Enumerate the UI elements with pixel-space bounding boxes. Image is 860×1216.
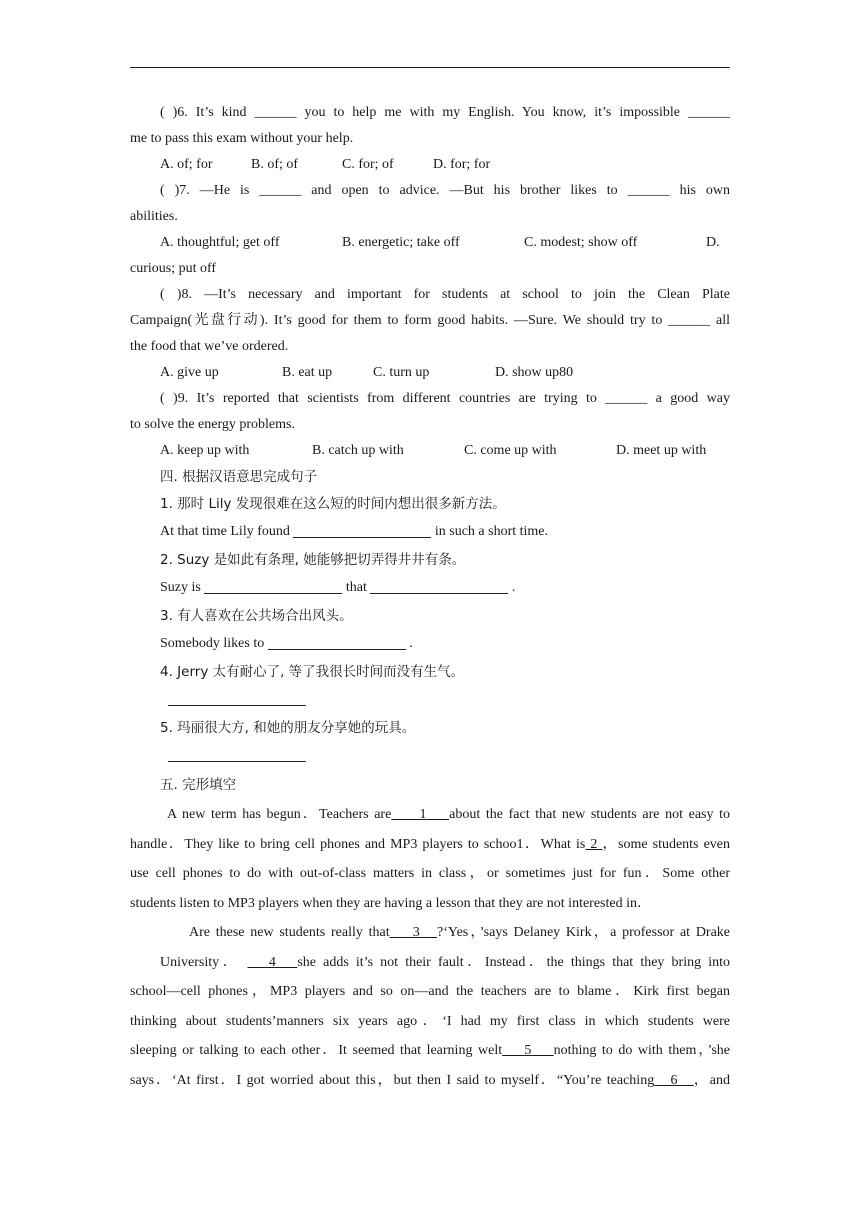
q7-line2: abilities.	[130, 209, 178, 224]
answer-blank[interactable]	[168, 746, 306, 762]
q9-line1: ( )9. It’s reported that scientists from different countries are trying to ______ a good way	[160, 391, 730, 406]
section5-title: 五. 完形填空	[160, 777, 237, 793]
answer-blank[interactable]	[370, 578, 508, 594]
q9-option-a: A. keep up with	[160, 443, 250, 458]
s4-item4-cn: 4. Jerry 太有耐心了, 等了我很长时间而没有生气。	[160, 664, 465, 680]
q8-options	[130, 360, 730, 386]
answer-blank[interactable]	[268, 634, 406, 650]
q6-option-b: B. of; of	[251, 157, 299, 172]
s4-item1-cn: 1. 那时 Lily 发现很难在这么短的时间内想出很多新方法。	[160, 496, 506, 512]
passage-p2-line2: University． 4 she adds it’s not their fault．Instead．the things that they bring into	[160, 954, 731, 970]
q7-option-d: D.	[706, 235, 720, 250]
q7-options	[130, 230, 730, 256]
blank-1[interactable]: 1	[419, 807, 427, 822]
s4-item3-en: Somebody likes to .	[160, 636, 413, 651]
worksheet-content	[130, 100, 730, 1095]
q6-option-d: D. for; for	[433, 157, 491, 172]
q9-line2: to solve the energy problems.	[130, 417, 295, 432]
blank-4[interactable]: 4	[268, 954, 276, 970]
q8-option-b: B. eat up	[282, 365, 333, 380]
q9-option-d: D. meet up with	[616, 443, 707, 458]
q6-line1: ( )6. It’s kind ______ you to help me with my English. You know, it’s impossible ______	[160, 105, 730, 120]
answer-blank[interactable]	[204, 578, 342, 594]
q7-option-c: C. modest; show off	[524, 235, 638, 250]
passage-p2-line5: sleeping or talking to each other．It seemed that learning welt 5 nothing to do with them，’she	[130, 1043, 731, 1058]
q8-line3: the food that we’ve ordered.	[130, 339, 289, 354]
blank-5[interactable]: 5	[524, 1043, 532, 1058]
q6-option-a: A. of; for	[160, 157, 213, 172]
passage-p2-line3: school—cell phones，MP3 players and so on—and the teachers are to blame．Kirk first began	[130, 984, 730, 999]
blank-6[interactable]: 6	[670, 1072, 678, 1088]
cloze-passage	[130, 800, 730, 1095]
passage-p2-line6: says．‘At first．I got worried about this，but then I said to myself．“You’re teaching 6 ，and	[130, 1072, 731, 1088]
blank-2[interactable]: 2	[590, 836, 598, 852]
blank-3[interactable]: 3	[412, 925, 420, 940]
s4-item5-cn: 5. 玛丽很大方, 和她的朋友分享她的玩具。	[160, 720, 416, 736]
passage-p2-line1: Are these new students really that 3 ?‘Yes，’says Delaney Kirk，a professor at Drake	[189, 925, 731, 940]
q8-option-d: D. show up80	[495, 365, 574, 380]
q7-option-d-cont: curious; put off	[130, 261, 217, 276]
passage-p1-line1: A new term has begun．Teachers are 1 about the fact that new students are not easy to	[167, 807, 731, 822]
s4-item3-cn: 3. 有人喜欢在公共场合出风头。	[160, 608, 353, 624]
q8-line1: ( )8. —It’s necessary and important for students at school to join the Clean Plate	[160, 287, 730, 302]
q6-line2: me to pass this exam without your help.	[130, 131, 354, 146]
q8-line2: Campaign(光盘行动). It’s good for them to form good habits. —Sure. We should try to ______ all	[130, 313, 730, 328]
s4-item2-cn: 2. Suzy 是如此有条理, 她能够把切弄得井井有条。	[160, 552, 466, 568]
passage-p1-line4: students listen to MP3 players when they are having a lesson that they are not interested in．	[130, 895, 651, 911]
section4-title: 四. 根据汉语意思完成句子	[160, 469, 318, 485]
q7-option-a: A. thoughtful; get off	[160, 235, 280, 250]
header-rule	[130, 67, 730, 68]
q9-option-b: B. catch up with	[312, 443, 404, 458]
q8-option-c: C. turn up	[373, 365, 430, 380]
q7-option-b: B. energetic; take off	[342, 235, 460, 250]
s4-item2-en: Suzy is that .	[160, 580, 516, 595]
s4-item5-en	[130, 742, 730, 770]
q8-option-a: A. give up	[160, 365, 219, 380]
passage-p1-line2: handle．They like to bring cell phones and MP3 players to schoo1．What is 2 ，some students even	[130, 836, 730, 852]
q6-options	[130, 152, 730, 178]
passage-p2-line4: thinking about students’manners six years ago．‘I had my first class in which students were	[130, 1013, 730, 1029]
q6-option-c: C. for; of	[342, 157, 394, 172]
q9-options	[130, 438, 730, 464]
q9-option-c: C. come up with	[464, 443, 557, 458]
s4-item1-en: At that time Lily found in such a short time.	[160, 524, 549, 539]
s4-item4-en	[130, 686, 730, 714]
answer-blank[interactable]	[168, 690, 306, 706]
q7-line1: ( )7. —He is ______ and open to advice. —But his brother likes to ______ his own	[160, 183, 730, 198]
answer-blank[interactable]	[293, 522, 431, 538]
passage-p1-line3: use cell phones to do with out-of-class matters in class，or sometimes just for fun．Some other	[130, 866, 730, 881]
